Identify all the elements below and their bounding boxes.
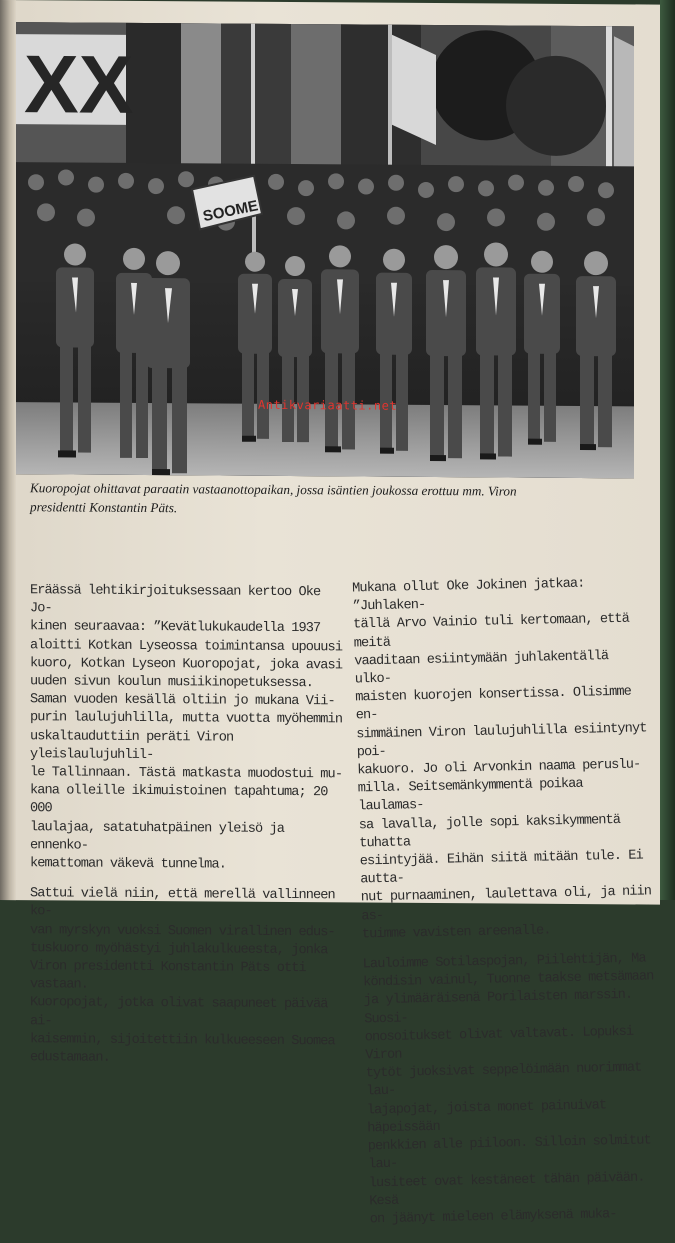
banner-letters: XX	[24, 39, 134, 131]
left-paragraph-2: Sattui vielä niin, että merellä vallinneen ko- van myrskyn vuoksi Suomen virallinen edus- tuskuoro myöhästyi juhlakulkueesta, jonka Viron presidentti Konstantin Päts otti vastaan. Kuoropojat, jotka olivat saapuneet päivää ai- kaisemmin, sijoitettiin kulkueeseen Suomea edustamaan.	[30, 886, 335, 1066]
right-column	[352, 574, 662, 1241]
caption-text: Kuoropojat ohittavat paraatin vastaanottopaikan, jossa isäntien joukossa erottuu mm. Viron presidentti Konstantin Päts.	[30, 480, 517, 516]
left-paragraph-1: Eräässä lehtikirjoituksessaan kertoo Oke Jo- kinen seuraavaa: ”Kevätlukukaudella 1937 aloitti Kotkan Lyseossa toimintansa upouusi kuoro, Kotkan Lyseon Kuoropojat, joka avasi uuden sivun koulun musiikinopetuksessa. Saman vuoden kesällä oltiin jo mukana Vii- purin laulujuhlilla, mutta vuotta myöhemmin uskaltauduttiin peräti Viron yleislaulujuhlil- le Tallinnaan. Tästä matkasta muodostui mu- kana olleille ikimuistoinen tapahtuma; 20 000 laulajaa, satatuhatpäinen yleisö ja ennenko- kemattoman väkevä tunnelma.	[30, 583, 343, 873]
photo-caption	[30, 478, 630, 520]
book-spine	[0, 0, 16, 900]
background-edge	[660, 0, 675, 900]
watermark: Antikvariaatti.net	[258, 397, 398, 413]
right-paragraph-2: Lauloimme Sotilaspojan, Piilehtijän, Ma köndisin vainul, Tuonne taakse metsämaan ja ylimääräisenä Porilaisten marssin. Suosi- onosoitukset olivat valtavat. Lopuksi Viron tytöt juoksivat seppelöimään nuorimmat lau- lajapojat, joista monet painuivat häpeissään penkkien alle piiloon. Silloin solmitut lau- lusiteet ovat kestäneet tähän päivään. Kesä on jäänyt mieleen elämyksenä muka-	[362, 951, 654, 1228]
right-paragraph-1: Mukana ollut Oke Jokinen jatkaa: ”Juhlaken- tällä Arvo Vainio tuli kertomaan, että meitä vaaditaan esiintymään juhlakentällä ulko- maisten kuorojen konsertissa. Olisimme en- simmäinen Viron laulujuhlilla esiintynyt poi- kakuoro. Jo oli Arvonkin naama peruslu- milla. Seitsemänkymmentä poikaa laulamas- sa lavalla, jolle sopi kaksikymmentä tuhatta esiintyjää. Eihän siitä mitään tule. Ei autta- nut purnaaminen, laulettava oli, ja niin as- tuimme vavisten areenalle.	[352, 576, 652, 943]
soome-sign: SOOME	[201, 197, 260, 226]
left-column	[30, 582, 348, 1082]
